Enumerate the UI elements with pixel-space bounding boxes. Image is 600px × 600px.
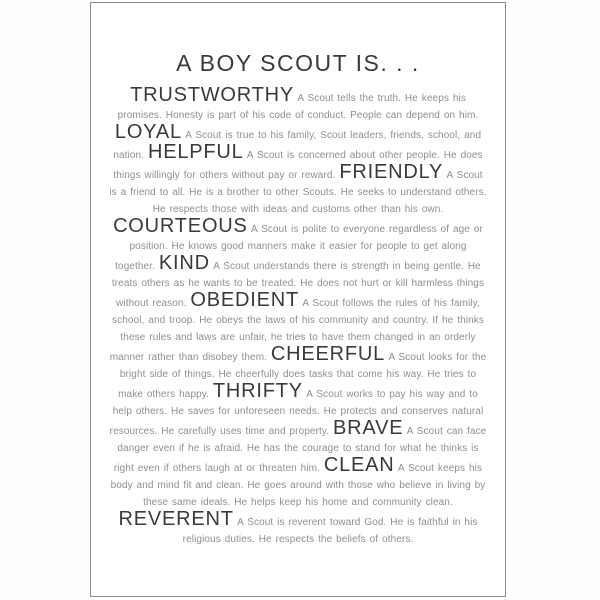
virtue-desc-loyal: A Scout is true to his family, Scout leaders, friends, school, and nation. — [113, 130, 482, 161]
virtue-desc-friendly: A Scout is a friend to all. He is a brother to other Scouts. He seeks to understand others. He respects those with ideas and customs other than his own. — [109, 170, 487, 215]
virtue-term-courteous: COURTEOUS — [113, 215, 248, 237]
virtue-term-helpful: HELPFUL — [147, 141, 244, 163]
scout-law-poster — [90, 2, 506, 597]
virtue-term-friendly: FRIENDLY — [339, 161, 444, 183]
virtue-desc-cheerful: A Scout looks for the bright side of things. He cheerfully does tasks that come his way. He tries to make others happy. — [118, 352, 487, 400]
virtue-term-kind: KIND — [158, 252, 210, 274]
virtue-desc-trustworthy: A Scout tells the truth. He keeps his promises. Honesty is part of his code of conduct. People can depend on him. — [117, 93, 479, 121]
virtue-term-obedient: OBEDIENT — [190, 289, 299, 311]
virtue-desc-reverent: A Scout is reverent toward God. He is faithful in his religious duties. He respects the beliefs of others. — [182, 517, 478, 545]
virtue-desc-courteous: A Scout is polite to everyone regardless of age or position. He knows good manners make it easier for people to get along together. — [115, 224, 483, 272]
virtue-term-reverent: REVERENT — [118, 508, 234, 530]
virtue-desc-helpful: A Scout is concerned about other people. He does things willingly for others without pay or reward. — [113, 150, 483, 181]
poster-title: A BOY SCOUT IS. . . — [176, 50, 420, 76]
scout-law-paragraph — [108, 84, 488, 548]
virtue-desc-clean: A Scout keeps his body and mind fit and clean. He goes around with those who believe in living by these same ideals. He helps keep his home and community clean. — [110, 463, 486, 508]
virtue-term-clean: CLEAN — [323, 454, 395, 476]
virtue-desc-kind: A Scout understands there is strength in being gentle. He treats others as he wants to be treated. He does not hurt or kill harmless things without reason. — [111, 261, 485, 309]
virtue-term-loyal: LOYAL — [114, 121, 182, 143]
virtue-term-cheerful: CHEERFUL — [270, 343, 386, 365]
virtue-term-brave: BRAVE — [333, 417, 404, 439]
virtue-desc-brave: A Scout can face danger even if he is afraid. He has the courage to stand for what he thinks is right even if others laugh at or threaten him. — [113, 426, 487, 474]
virtue-desc-thrifty: A Scout works to pay his way and to help others. He saves for unforeseen needs. He protects and conserves natural resources. He carefully uses time and property. — [109, 389, 484, 437]
virtue-term-trustworthy: TRUSTWORTHY — [130, 84, 295, 106]
virtue-desc-obedient: A Scout follows the rules of his family, school, and troop. He obeys the laws of his community and country. If he thinks these rules and laws are unfair, he tries to have them changed in an orderly manner rather than disobey them. — [109, 298, 484, 363]
virtue-term-thrifty: THRIFTY — [212, 380, 303, 402]
